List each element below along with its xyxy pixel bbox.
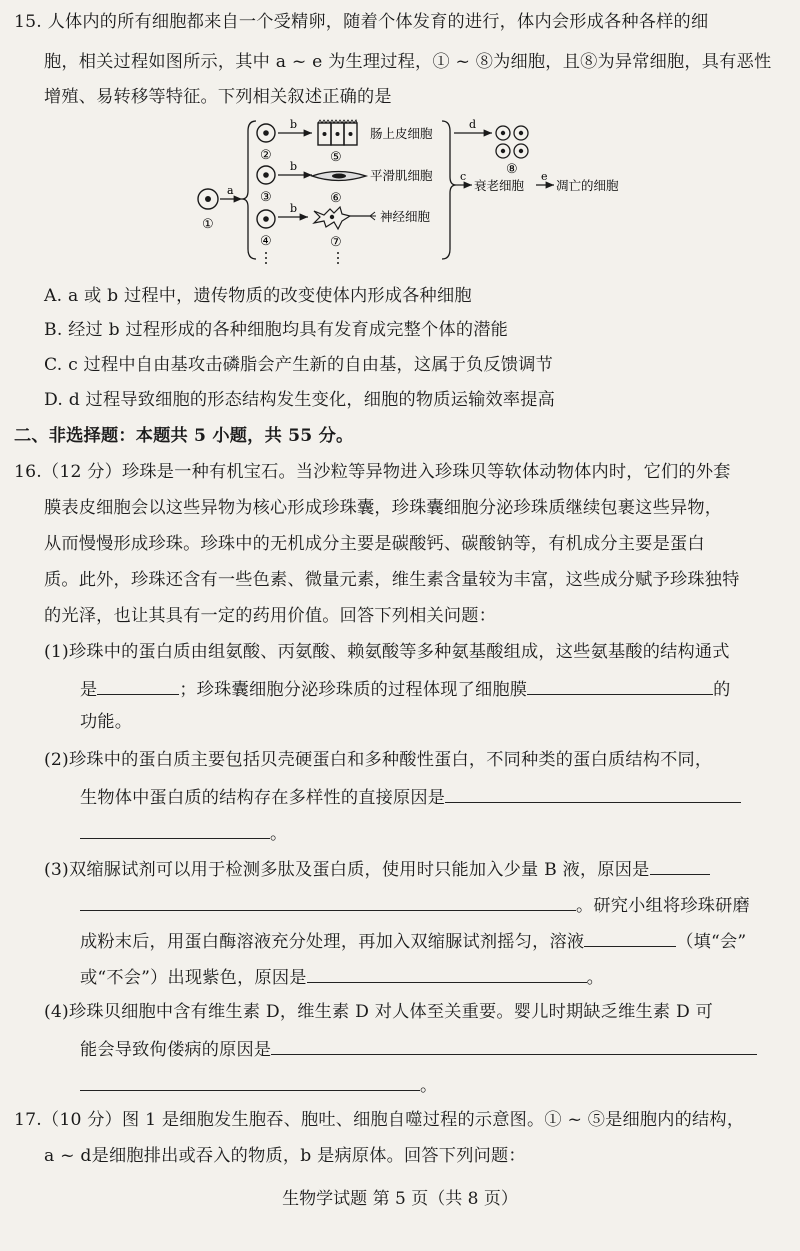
q15-stem-line3: 增殖、易转移等特征。下列相关叙述正确的是 — [44, 87, 392, 107]
q16-part3-line3 — [80, 928, 746, 954]
right-brace — [442, 121, 456, 259]
answer-blank-rickets-reason-cont[interactable] — [80, 1072, 420, 1091]
intestine-cell-label: 肠上皮细胞 — [370, 126, 433, 141]
q16-intro-line2: 膜表皮细胞会以这些异物为核心形成珍珠囊，珍珠囊细胞分泌珍珠质继续包裹这些异物， — [44, 498, 723, 518]
q16-part1-pre: 是 — [80, 680, 98, 700]
q15-stem-line1: 15. 人体内的所有细胞都来自一个受精卵，随着个体发育的进行，体内会形成各种各样的细 — [14, 12, 709, 32]
q16-part3-line4 — [80, 964, 604, 990]
q16-part2-line1: (2)珍珠中的蛋白质主要包括贝壳硬蛋白和多种酸性蛋白，不同种类的蛋白质结构不同， — [44, 750, 713, 770]
q16-part2-prompt: 生物体中蛋白质的结构存在多样性的直接原因是 — [80, 788, 446, 808]
smooth-muscle-label: 平滑肌细胞 — [370, 168, 433, 183]
q16-part3-line1 — [44, 856, 710, 882]
answer-blank-structure-formula[interactable] — [97, 676, 179, 695]
label-c: c — [460, 170, 467, 183]
cell-1-icon — [198, 189, 218, 209]
q15-option-a: A. a 或 b 过程中，遗传物质的改变使体内形成各种细胞 — [44, 286, 472, 306]
cell-4-label: ④ — [260, 234, 272, 249]
label-d: d — [469, 118, 477, 131]
q16-intro-line1: 16.（12 分）珍珠是一种有机宝石。当沙粒等异物进入珍珠贝等软体动物体内时，它们的外套 — [14, 462, 731, 482]
q16-part2-line3 — [80, 820, 287, 846]
cell-3-icon — [257, 166, 275, 184]
q16-part3-end: 。 — [586, 968, 605, 988]
cell-2-icon — [257, 124, 275, 142]
q15-stem-line2: 胞，相关过程如图所示，其中 a ~ e 为生理过程，① ~ ⑧为细胞，且⑧为异常细胞，具有恶性 — [44, 52, 772, 72]
q16-part1-post: 的 — [713, 680, 731, 700]
q16-part3-hint: （填“会” — [676, 932, 747, 952]
cell-5-label: ⑤ — [330, 150, 342, 165]
answer-blank-rickets-reason[interactable] — [271, 1036, 757, 1055]
q16-part4-prompt: 能会导致佝偻病的原因是 — [80, 1040, 272, 1060]
q16-part3-prompt: (3)双缩脲试剂可以用于检测多肽及蛋白质，使用时只能加入少量 B 液，原因是 — [44, 860, 650, 880]
page-footer: 生物学试题 第 5 页（共 8 页） — [282, 1189, 518, 1209]
label-b3: b — [290, 202, 298, 215]
label-a: a — [227, 184, 234, 197]
answer-blank-diversity-reason-cont[interactable] — [80, 820, 270, 839]
q16-part4-line3 — [80, 1072, 437, 1098]
q17-intro-line1: 17.（10 分）图 1 是细胞发生胞吞、胞吐、细胞自噬过程的示意图。① ~ ⑤是细胞内的结构， — [14, 1110, 745, 1130]
left-brace — [242, 121, 256, 259]
q16-part1-line1: (1)珍珠中的蛋白质由组氨酸、丙氨酸、赖氨酸等多种氨基酸组成，这些氨基酸的结构通式 — [44, 642, 730, 662]
q15-option-c: C. c 过程中自由基攻击磷脂会产生新的自由基，这属于负反馈调节 — [44, 355, 554, 375]
answer-blank-diversity-reason[interactable] — [445, 784, 741, 803]
cell-7-label: ⑦ — [330, 235, 342, 250]
q16-part4-line2 — [80, 1036, 757, 1062]
intestinal-cells-icon — [318, 120, 357, 145]
cell-8-label: ⑧ — [506, 162, 518, 177]
q16-part1-mid: ；珍珠囊细胞分泌珍珠质的过程体现了细胞膜 — [179, 680, 528, 700]
answer-blank-b-liquid-reason-cont[interactable] — [80, 892, 576, 911]
q16-part1-line3: 功能。 — [80, 712, 133, 732]
cancer-cells-icon — [496, 126, 528, 158]
cell-differentiation-diagram — [190, 113, 620, 273]
q16-part3-line2 — [80, 892, 750, 918]
q16-part4-line1: (4)珍珠贝细胞中含有维生素 D，维生素 D 对人体至关重要。婴儿时期缺乏维生素 D 可 — [44, 1002, 713, 1022]
q16-part3-reason-pre: 或“不会”）出现紫色，原因是 — [80, 968, 307, 988]
continuation-dots — [265, 252, 339, 264]
label-b1: b — [290, 118, 298, 131]
aging-cell-label: 衰老细胞 — [474, 178, 525, 193]
label-b2: b — [290, 160, 298, 173]
smooth-muscle-cell-icon — [312, 172, 366, 181]
cell-2-label: ② — [260, 148, 272, 163]
section-2-heading: 二、非选择题：本题共 5 小题，共 55 分。 — [14, 426, 354, 446]
q16-part1-line2 — [80, 676, 731, 702]
q16-part2-end: 。 — [270, 824, 288, 844]
q16-part3-mid: 。研究小组将珍珠研磨 — [576, 896, 750, 916]
q16-intro-line5: 的光泽，也让其具有一定的药用价值。回答下列相关问题： — [44, 606, 497, 626]
answer-blank-purple-or-not[interactable] — [584, 928, 676, 947]
answer-blank-membrane-function[interactable] — [527, 676, 713, 695]
q16-part2-line2 — [80, 784, 741, 810]
answer-blank-purple-reason[interactable] — [307, 964, 587, 983]
q16-intro-line3: 从而慢慢形成珍珠。珍珠中的无机成分主要是碳酸钙、碳酸钠等，有机成分主要是蛋白 — [44, 534, 705, 554]
q15-option-d: D. d 过程导致细胞的形态结构发生变化，细胞的物质运输效率提高 — [44, 390, 556, 410]
label-e: e — [541, 170, 548, 183]
apoptotic-cell-label: 凋亡的细胞 — [556, 178, 619, 193]
neuron-icon — [314, 207, 376, 229]
cell-1-label: ① — [202, 217, 214, 232]
cell-4-icon — [257, 210, 275, 228]
cell-6-label: ⑥ — [330, 191, 342, 206]
answer-blank-b-liquid-reason[interactable] — [650, 856, 710, 875]
q15-option-b: B. 经过 b 过程形成的各种细胞均具有发育成完整个体的潜能 — [44, 320, 508, 340]
neuron-label: 神经细胞 — [380, 209, 431, 224]
q16-part3-pre: 成粉末后，用蛋白酶溶液充分处理，再加入双缩脲试剂摇匀，溶液 — [80, 932, 585, 952]
q16-intro-line4: 质。此外，珍珠还含有一些色素、微量元素，维生素含量较为丰富，这些成分赋予珍珠独特 — [44, 570, 740, 590]
cell-3-label: ③ — [260, 190, 272, 205]
q17-intro-line2: a ~ d是细胞排出或吞入的物质，b 是病原体。回答下列问题： — [44, 1146, 526, 1166]
q16-part4-end: 。 — [420, 1076, 438, 1096]
